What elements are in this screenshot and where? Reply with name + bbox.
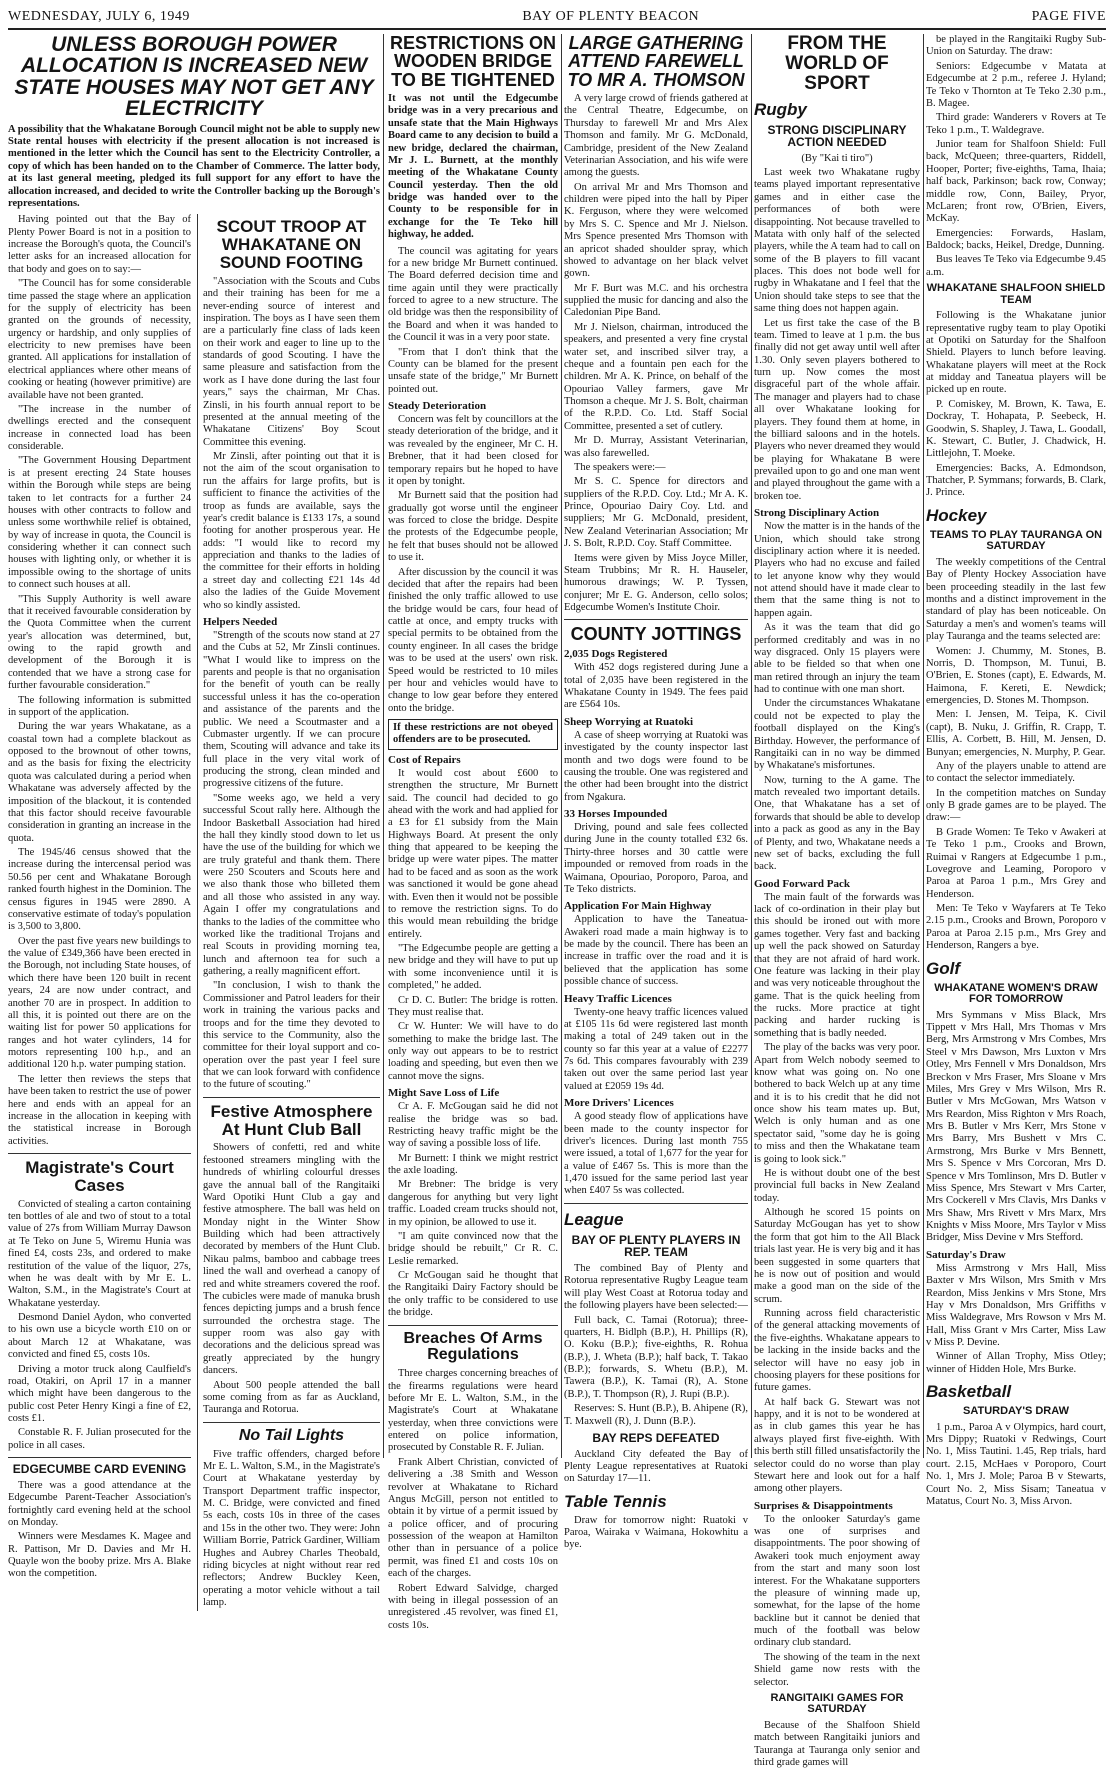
- hockey-para: Women: J. Chummy, M. Stones, B. Norris, D. Thompson, M. Tunui, B. O'Brien, E. Stones (capt), E. Edwards, M. Haimona, F. Kereti, E. Newdick; emergencies, D. Stones M. Thompson.: [926, 645, 1106, 707]
- power-para: The following information is submitted in support of the application.: [8, 694, 191, 718]
- rugby-para: To the onlooker Saturday's game was one of surprises and disappointments. The poor showing of Awakeri took much enjoyment away from the start and many soon lost interest. For the Whakatane supporters the pleasure of winning made up, somewhat, for the lapse of the home backline but it cannot be denied that much of the football was below ordinary club standard.: [754, 1513, 920, 1649]
- league-headline: BAY OF PLENTY PLAYERS IN REP. TEAM: [571, 1232, 741, 1260]
- masthead-page: PAGE FIVE: [1031, 9, 1106, 24]
- hockey-para: The weekly competitions of the Central Bay of Plenty Hockey Association have been proceeding steadily in the last few months and a distinct improvement in the standard of play has been noticeable. On Saturday a men's and women's teams will play Tauranga and the teams selected are:: [926, 556, 1106, 643]
- power-para: During the war years Whakatane, as a coastal town had a complete blackout as opposed to the brownout of other towns, and as the basis for fixing the electricity quota was calculated during a period when Whakatane was adversely affected by the imposition of the blackout, it is contended that this factor should receive favourable consideration in granting an increase in the quota.: [8, 721, 191, 844]
- league-para: Auckland City defeated the Bay of Plenty League representatives at Ruatoki on Saturday 17—11.: [564, 1448, 748, 1485]
- scout-para: "Some weeks ago, we held a very successful Scout rally here. Although the Indoor Basketball Association had hired the hall they kindly stood down to let us have the use of the building for which we are truly grateful and thank them. There were 250 Scouters and Scouts here and we also thank those who billeted them and all those who assisted in any way. Again I offer my congratulations and thanks to the ladies of the committee who worked like the traditional Trojans and real Scouts in providing morning tea, lunch and afternoon tea for such a gathering, a really magnificent effort.: [202, 792, 380, 978]
- bridge-para: "The Edgecumbe people are getting a new bridge and they will have to put up with some inconvenience until it is completed," he added.: [388, 943, 558, 992]
- divider: [203, 1422, 380, 1423]
- column-sport-rugby: [754, 34, 920, 1771]
- divider: [564, 619, 748, 620]
- thomson-para: Mr F. Burt was M.C. and his orchestra supplied the music for dancing and also the Caledonian Pipe Band.: [564, 282, 748, 319]
- county-para: Driving, pound and sale fees collected during June in the county totalled £32 6s. Thirty-three horses and 30 cattle were impounded or removed from roads in the Waimana, Opouriao, Poroporo, Paroa, and Te Teko districts.: [564, 822, 748, 895]
- basketball-section-label: Basketball: [926, 1382, 1012, 1402]
- bridge-lead: It was not until the Edgecumbe bridge was in a very precarious and unsafe state that the Main Highways Board came to any decision to build a new bridge, declared the chairman, Mr J. L. Burnett, at the monthly meeting of the Whakatane County Council yesterday. Then the old bridge was handed over to the County to be responsible for in exchange for the Te Teko hill highway, he added.: [388, 93, 558, 241]
- divider: [8, 1153, 191, 1154]
- column-bridge-story: [388, 34, 558, 1634]
- power-para: The 1945/46 census showed that the increase during the intercensal period was 50.56 per cent and Whakatane Borough ranked fourth highest in the Dominion. The census figures in 1945 were 2890. A conservative estimate of today's population is 3,500 to 3,800.: [8, 847, 191, 933]
- bridge-para: Cr W. Hunter: We will have to do something to make the bridge last. The only way out appears to be to restrict loading and speeding, but even then we cannot move the signs.: [388, 1021, 558, 1082]
- bridge-para: Mr Burnett said that the position had gradually got worse until the engineer was forced to close the bridge. Despite the protests of the Edgecumbe people, he felt that buses should not be allowed to use it.: [388, 490, 558, 564]
- power-body: [8, 214, 191, 1611]
- power-para: "The Government Housing Department is at present erecting 24 State houses within the Borough while steps are being taken to let contracts for a further 24 houses with other contracts to follow and unless some worthwhile relief is obtained, by way of increase in quota, the Council is considering whether it can connect such houses with lighting only, or whether it is impossible owing to the shortage of units to connect such houses at all.: [8, 455, 191, 591]
- column-sport-results: [926, 34, 1106, 1510]
- bridge-para: "From that I don't think that the County can be blamed for the present unsafe state of the bridge," Mr Burnett pointed out.: [388, 346, 558, 395]
- rugby-para: Now, turning to the A game. The match revealed two important details. One, that Whakatane has a set of forwards that should be able to develop into a pack as good as any in the Bay of Plenty, and two, Whakatane needs a new set of backs, excluding the full back.: [754, 774, 920, 873]
- column-rule: [561, 34, 562, 1458]
- league-para: The combined Bay of Plenty and Rotorua representative Rugby League team will play West Coast at Rotorua today and the following players have been selected:—: [564, 1263, 748, 1312]
- scout-para: Mr Zinsli, after pointing out that it is not the aim of the scout organisation to run the affairs for large profits, but is sufficient to finance the activities of the troop as funds are available, says the year's credit balance is £133 17s, a sound footing for another prosperous year. He adds: "I would like to record my appreciation and thanks to the ladies of the committee for their efforts in holding a street day and collecting £21 14s 4d also the ladies of the Guide Movement who so kindly assisted.: [202, 451, 380, 611]
- power-para: Having pointed out that the Bay of Plenty Power Board is not in a position to increase the Borough's quota, the Council's letter asks for an increased allocation for that body and goes on to say:—: [8, 214, 191, 275]
- hockey-section-label: Hockey: [926, 505, 987, 525]
- bridge-para: Mr Brebner: The bridge is very dangerous for anything but very light traffic. Loaded cream trucks should not, in my opinion, be allowed to use it.: [388, 1179, 558, 1228]
- rugby-para: At half back G. Stewart was not happy, and it is not to be wondered at as in club games this year he has always played first five-eighth. With this berth still filled unsatisfactorily the selector could do no worse than play Stewart here and look out for a half among other players.: [754, 1396, 920, 1495]
- rugby-para: Last week two Whakatane rugby teams played important representative games and in either case the performances of both were disappointing. Not because travelled to Matata with only half of the selected players, while the A team had to call on some of the B players to fill vacant places. This does not bode well for rugby in Whakatane and I feel that the Union should take steps to see that the same thing does not happen again.: [754, 167, 920, 315]
- card-para: Winners were Mesdames K. Magee and R. Pattison, Mr D. Davies and Mr H. Quayle won the booby prize. Mrs A. Blake won the competition.: [8, 1531, 191, 1580]
- golf-para: Winner of Allan Trophy, Miss Otley; winner of Hidden Hole, Mrs Burke.: [926, 1351, 1106, 1375]
- power-para: Over the past five years new buildings to the value of £349,366 have been erected in the Borough, not including State houses, of which there have been 120 built in recent years, 24 are now under contract, and another 70 are in prospect. In addition to all this, it is pointed out there are on the waiting list for power 50 applications for ranges and hot water cylinders, 14 for motors representing 100 h.p., and an additional 120 h.p. water pumping station.: [8, 935, 191, 1071]
- thomson-para: Items were given by Miss Joyce Miller, Steam Trubbins; Mr R. H. Hauseler, humorous drawings; W. P. Tyssen, conjurer; Mr E. G. Anderson, cello solos; Edgecumbe Women's Institute Choir.: [564, 552, 748, 614]
- power-para: The letter then reviews the steps that have been taken to restrict the use of power here and ends with an appeal for an increase in the allocation in keeping with the statistical increase in Borough activities.: [8, 1073, 191, 1147]
- card-para: There was a good attendance at the Edgecumbe Parent-Teacher Association's fortnightly card evening held at the school on Monday.: [8, 1479, 191, 1528]
- rangitaiki-para: Because of the Shalfoon Shield match between Rangitaiki juniors and Tauranga at Tauranga only senior and third grade games will: [754, 1719, 920, 1769]
- hockey-para: B Grade Women: Te Teko v Awakeri at Te Teko 1 p.m., Crooks and Brown, Ruimai v Rangers at Edgecumbe 1 p.m., Lovegrove and Leaming, Poroporo v Paroa at Paroa 1 p.m., Mrs Grey and Henderson.: [926, 826, 1106, 900]
- column-rule: [751, 34, 752, 1458]
- rugby-headline: STRONG DISCIPLINARY ACTION NEEDED: [767, 122, 907, 150]
- shalfoon-para: Following is the Whakatane junior representative rugby team to play Opotiki at Opotiki on Saturday for the Shalfoon Shield. Players to lunch before leaving. Whakatane players will meet at the Rock at midday and Taneatua players will be picked up en route.: [926, 310, 1106, 396]
- county-para: Twenty-one heavy traffic licences valued at £105 11s 6d were registered last month making a total of 249 taken out in the county so far this year at a value of £2277 7s 6d. This compares favourably with 239 taken out over the same period last year valued at £2059 19s 4d.: [564, 1006, 748, 1092]
- county-subhead: Heavy Traffic Licences: [564, 992, 672, 1005]
- golf-subhead: Saturday's Draw: [926, 1248, 1006, 1261]
- masthead: [8, 6, 1106, 30]
- rugby-draw-para: Bus leaves Te Teko via Edgecumbe 9.45 a.m.: [926, 254, 1106, 278]
- column-rule: [923, 34, 924, 1458]
- county-subhead: More Drivers' Licences: [564, 1097, 674, 1110]
- column-thomson-county: [564, 34, 748, 1554]
- bridge-para: The council was agitating for years for a new bridge Mr Burnett continued. The Board deferred decision time and time again until they were practically forced to agree to a new structure. The old bridge was then the responsibility of the Board and when it was handed to the Council it was in a very poor state.: [388, 245, 558, 344]
- tabletennis-para: Draw for tomorrow night: Ruatoki v Paroa, Wairaka v Waimana, Hokowhitu a bye.: [564, 1514, 748, 1551]
- basketball-headline: SATURDAY'S DRAW: [963, 1405, 1069, 1418]
- hockey-headline: TEAMS TO PLAY TAURANGA ON SATURDAY: [929, 528, 1103, 553]
- bridge-para: After discussion by the council it was decided that after the repairs had been finished the only traffic allowed to use the bridge would be cars, four head of cattle at once, and empty trucks with special permits to be obtained from the county engineer. In all cases the bridge was to be used at the users' own risk. Speed would be restricted to 10 miles per hour and vehicles would have to change to low gear before they entered onto the bridge.: [388, 566, 558, 714]
- thomson-para: The speakers were:—: [574, 461, 666, 473]
- thomson-para: Mr D. Murray, Assistant Veterinarian, was also farewelled.: [564, 435, 748, 459]
- rugby-section-label: Rugby: [754, 99, 807, 119]
- rugby-draw-para: Emergencies: Forwards, Haslam, Baldock; backs, Heikel, Dredge, Dunning.: [926, 227, 1106, 251]
- county-para: A case of sheep worrying at Ruatoki was investigated by the county inspector last month and two dogs were found to be causing the trouble. One was registered and the other had been brought into the district from Ngakura.: [564, 729, 748, 803]
- scout-subhead: Helpers Needed: [202, 615, 278, 628]
- arms-para: Frank Albert Christian, convicted of delivering a .38 Smith and Wesson revolver at Whakatane to Richard Angus McGill, person not entitled to obtain it by virtue of a permit issued by a police officer, and of procuring possession of the weapon at Hamilton other than in persuance of a police permit, was fined £1 and costs 10s on each of the charges.: [388, 1456, 558, 1580]
- bridge-subhead: Steady Deterioration: [388, 400, 487, 413]
- hockey-para: Men: I. Jensen, M. Teipa, K. Civil (capt), B. Nuku, J. Griffin, R. Crapp, T. Ellis, A. Corbett, B. Hill, M. Jensen, D. Bunyan; emergencies, N. Murphy, P. Gear.: [926, 709, 1106, 758]
- rugby-para: The play of the backs was very poor. Apart from Welch nobody seemed to know what was going on. No one bothered to back Welch up at any time and it is to his credit that he did not once show his team mates up. But, Welch is only human and as one spectator said, "some day he is going to miss and then the Whakatane team is going to look sick.": [754, 1042, 920, 1165]
- scout-para: "Strength of the scouts now stand at 27 and the Cubs at 52, Mr Zinsli continues. "What I would like to impress on the parents and people is that no organisation for the benefit of youth can be really successful unless it has the co-operation and assistance of the parents and the public. We need a Scoutmaster and a Cubmaster urgently. If we can procure them, Scouting will advance and take its full place in the very vital work of producing the strong, clean minded and progressive citizens of the future.: [202, 629, 380, 790]
- bridge-para: Cr A. F. McGougan said he did not realise the bridge was so bad. Restricting heavy traffic might be the way of saving a possible loss of life.: [388, 1101, 558, 1150]
- rugby-draw-para: Seniors: Edgecumbe v Matata at Edgecumbe at 2 p.m., referee J. Hyland; Te Teko v Thornton at Te Teko 2.30 p.m., B. Magee.: [926, 60, 1106, 109]
- rugby-para: As it was the team that did go performed creditably and was in no way disgraced. Only 15 players were able to be fielded so that when one man retired through an injury the team had to continue with one man short.: [754, 622, 920, 695]
- divider: [388, 1325, 558, 1326]
- rugby-para: The main fault of the forwards was lack of co-ordination in their play but this should be ironed out with more games together. Very fast and backing up well the pack showed on Saturday that they are not afraid of hard work. One feature was lacking in their play and was very noticeable throughout the game. That is the quick heeling from the rucks. More practice at tight packing and harder rucking is something that is badly needed.: [754, 891, 920, 1039]
- bridge-boxed-notice: If these restrictions are not obeyed offenders are to be prosecuted.: [388, 719, 558, 750]
- hunt-para: Showers of confetti, red and white festooned streamers mingling with the hundreds of whirling colourful dresses gave the annual ball of the Rangitaiki Ward Opotiki Hunt Club a gay and festive atmosphere. The ball was held on Monday night in the Winter Show Building which had been attractively decorated by members of the Hunt Club. Nikau palms, bamboo and cabbage trees lined the wall and overhead a canopy of red and white streamers covered the roof. The cubicles were made of manuka brush fences depicting jumps and a brush fence surrounded the orchestra stage. The supper room was also gay with decorations and the delicious spread was greatly appreciated by the hungry dancers.: [202, 1142, 380, 1377]
- county-subhead: Sheep Worrying at Ruatoki: [564, 715, 694, 728]
- bridge-headline: RESTRICTIONS ON WOODEN BRIDGE TO BE TIGHTENED: [389, 34, 556, 90]
- scout-para: "Association with the Scouts and Cubs and their training has been for me a never-ending source of interest and inspiration. The boys as I have seen them are a particularly fine class of lads keen on their work and eager to line up to the standards of good Scouting. I have the same pleasure and satisfaction from the work as I have done during the last four years," says the chairman, Mr Chas. Zinsli, in his fourth annual report to be presented at the annual meeting of the Whakatane Citizens' Boy Scout Committee this evening.: [202, 275, 380, 448]
- hockey-para: Men: Te Teko v Wayfarers at Te Teko 2.15 p.m., Crooks and Brown, Poroporo v Paroa at Paroa 2.15 p.m., Mrs Grey and Henderson, Rangers a bye.: [926, 903, 1106, 952]
- divider: [564, 1203, 748, 1204]
- masthead-date: WEDNESDAY, JULY 6, 1949: [8, 9, 190, 24]
- rugby-draw-para: Junior team for Shalfoon Shield: Full back, McQueen; three-quarters, Riddell, Hooper, Porter; five-eighths, Tama, Ihaia; half back, Parkinson; back row, Conway; middle row, Conn, Bailey, Pryor, McLaren; front row, O'Brien, Eivers, McKay.: [926, 139, 1106, 225]
- county-para: Application to have the Taneatua-Awakeri road made a main highway is to be made by the council. There has been an increase in traffic over the road and it is believed that the application has some possible chance of success.: [564, 914, 748, 988]
- league-section-label: League: [564, 1209, 624, 1229]
- league-para: Reserves: S. Hunt (B.P.), B. Ahipene (R), T. Maxwell (R), J. Dunn (B.P.).: [564, 1403, 748, 1427]
- hunt-para: About 500 people attended the ball some coming from as far as Auckland, Tauranga and Rotorua.: [202, 1379, 380, 1416]
- power-para: "The Council has for some considerable time passed the stage where an application for the supply of electricity has been granted on the grounds of necessity, urgency or hardship, and only supplies of electricity to new premises have been granted. All applications for installation of electrical appliances where other means of cooking or heating (however primitive) are available have not been granted.: [8, 278, 191, 401]
- rugby-draw-para: Third grade: Wanderers v Rovers at Te Teko 1 p.m., T. Waldegrave.: [926, 112, 1106, 136]
- shalfoon-headline: WHAKATANE SHALFOON SHIELD TEAM: [926, 282, 1106, 306]
- arms-para: Robert Edward Salvidge, charged with being in illegal possession of an unregistered .45 revolver, was fined £1, costs 10s.: [388, 1582, 558, 1631]
- bridge-para: Concern was felt by councillors at the steady deterioration of the bridge, and it was revealed by the engineer, Mr C. H. Brebner, that it had been closed for temporary repairs but he hoped to have it open by tonight.: [388, 414, 558, 487]
- rugby-subhead: Good Forward Pack: [754, 877, 850, 890]
- hockey-para: In the competition matches on Sunday only B grade games are to be played. The draw:—: [926, 787, 1106, 824]
- scout-para: "In conclusion, I wish to thank the Commissioner and Patrol leaders for their work in training the various packs and troops and for the time they devoted to this service to the Community, also the committee for their loyal support and co-operation over the past year I feel sure that we can look forward with confidence to the future of scouting.": [202, 980, 380, 1091]
- county-headline: COUNTY JOTTINGS: [570, 624, 742, 645]
- court-para: Desmond Daniel Aydon, who converted to his own use a bicycle worth £10 on or about March 12 at Whakatane, was convicted and fined £5, costs 10s.: [8, 1312, 191, 1361]
- court-headline: Magistrate's Court Cases: [25, 1158, 174, 1195]
- county-subhead: 33 Horses Impounded: [564, 808, 668, 821]
- bridge-subhead: Might Save Loss of Life: [388, 1087, 500, 1100]
- bridge-para: It would cost about £600 to strengthen the structure, Mr Burnett said. The council had decided to go ahead with the work and had applied for a £3 for £1 subsidy from the Main Highways Board. At present the only thing that appeared to be keeping the bridge up were water pipes. The matter had to be faced and as soon as the work was sanctioned it would be gone ahead with. Even then it would not be possible to remove the restriction signs. To do this would mean rebuilding the bridge entirely.: [388, 767, 558, 940]
- thomson-para: Mr J. Nielson, chairman, introduced the speakers, and presented a very fine crystal water set, and inscribed silver tray, a cheque and a fountain pen each for the children. Mr A. K. Prince, on behalf of the Opouriao Valley farmers, gave Mr Thomson a cheque. Mr J. S. Bolt, chairman of the R.P.D. Co. Ltd. Staff Social Committee, presented a set of cutlery.: [564, 321, 748, 432]
- rugby-para: He is without doubt one of the best provincial full backs in New Zealand today.: [754, 1167, 920, 1204]
- rugby-para: Running across field characteristic of the general attacking movements of the five-eighths. Whakatane appears to be lacking in the inside backs and the selector will have no easy job in choosing players for these positions for future games.: [754, 1308, 920, 1394]
- shalfoon-para: P. Comiskey, M. Brown, K. Tawa, E. Dockray, T. Hohapata, P. Seebeck, H. Goodwin, S. Shapley, J. Tawa, L. Goodall, K. Stewart, C. Butler, J. Chadwick, H. Littlejohn, T. Moeke.: [926, 398, 1106, 460]
- sport-banner: FROM THE WORLD OF SPORT: [785, 34, 889, 94]
- bridge-subhead: Cost of Repairs: [388, 753, 461, 766]
- rugby-para: Under the circumstances Whakatane could not be expected to play the football displayed on the King's Birthday. However, the performance of Rangitaiki can in no way be dimmed by Whakatane's misfortunes.: [754, 698, 920, 772]
- scout-story: [197, 214, 380, 1611]
- tail-para: Five traffic offenders, charged before Mr E. L. Walton, S.M., in the Magistrate's Court at Whakatane yesterday by Transport Department traffic inspector, M. C. Bridge, were convicted and fined 5s each, costs 10s in three of the cases and 15s in the other two. They were: John William Borrie, Patrick Gardiner, William Hughes and Aubrey Charles Theobald, riding bicycles at night without rear red reflectors; Andrew Buckley Keen, operating a motor vehicle without a tail lamp.: [202, 1448, 380, 1609]
- golf-para: Miss Armstrong v Mrs Hall, Miss Baxter v Mrs Wilson, Mrs Smith v Mrs Reardon, Miss Jenkins v Mrs Stone, Mrs Hay v Mrs Donaldson, Mrs Griffiths v Miss Waldegrave, Mrs Rowson v Mrs M. Hall, Miss Grant v Mrs Carter, Miss Law v Miss P. Devine.: [926, 1262, 1106, 1349]
- court-para: Constable R. F. Julian prosecuted for the police in all cases.: [8, 1427, 191, 1451]
- arms-para: Three charges concerning breaches of the firearms regulations were heard before Mr E. L. Walton, S.M., in the Magistrate's Court at Whakatane yesterday, when three convictions were entered on police information, prosecuted by Constable R. F. Julian.: [388, 1368, 558, 1454]
- golf-section-label: Golf: [926, 958, 960, 978]
- column-rule: [383, 34, 384, 1458]
- county-subhead: Application For Main Highway: [564, 900, 712, 913]
- court-para: Driving a motor truck along Caulfield's road, Otakiri, on April 17 in a manner which might have been dangerous to the public cost Peter Henry Kingi a fine of £2, costs £1.: [8, 1363, 191, 1425]
- column-power-story: [8, 34, 380, 1611]
- bridge-para: "I am quite convinced now that the bridge should be rebuilt," Cr R. C. Leslie remarked.: [388, 1230, 558, 1267]
- county-para: A good steady flow of applications have been made to the county inspector for driver's licences. During last month 755 were issued, a total of 1,677 for the year for a value of £467 5s. This is more than the 1,470 issued for the same period last year when £407 5s was collected.: [564, 1111, 748, 1197]
- basketball-para: 1 p.m., Paroa A v Olympics, hard court, Mrs Dippy; Ruatoki v Redwings, Court No. 1, Miss Tautini. 1.45, Rep trials, hard court. 2.15, McHaes v Poroporo, Court No. 1, Mrs J. Mole; Paroa B v Stewarts, Court No. 2, Miss Sisam; Taneatua v Matatus, Court No. 3, Miss Arvon.: [926, 1421, 1106, 1507]
- bridge-para: Mr Burnett: I think we might restrict the axle loading.: [388, 1152, 558, 1177]
- bridge-para: Cr D. C. Butler: The bridge is rotten. They must realise that.: [388, 994, 558, 1018]
- rugby-subhead: Strong Disciplinary Action: [754, 507, 880, 520]
- scout-headline: SCOUT TROOP AT WHAKATANE ON SOUND FOOTING: [216, 217, 367, 272]
- shalfoon-para: Emergencies: Backs, A. Edmondson, Thatcher, P. Symmans; forwards, B. Clark, J. Prince.: [926, 462, 1106, 499]
- rangitaiki-headline: RANGITAIKI GAMES FOR SATURDAY: [770, 1691, 904, 1716]
- rugby-para: The showing of the team in the next Shield game now rests with the selector.: [754, 1651, 920, 1688]
- hunt-headline: Festive Atmosphere At Hunt Club Ball: [210, 1101, 373, 1139]
- power-para: "This Supply Authority is well aware that it received favourable consideration by the Quota Committee when the current year's allocation was determined, but, owing to the rapid growth and development of the Borough it is contended that we have a strong case for further favourable consideration.": [8, 593, 191, 692]
- masthead-paper-name: BAY OF PLENTY BEACON: [522, 9, 700, 24]
- league-headline-2: BAY REPS DEFEATED: [592, 1430, 720, 1445]
- thomson-headline: LARGE GATHERING ATTEND FAREWELL TO MR A. THOMSON: [567, 34, 745, 90]
- card-headline: EDGECUMBE CARD EVENING: [12, 1462, 187, 1477]
- rugby-draw-para: be played in the Rangitaiki Rugby Sub-Union on Saturday. The draw:: [926, 34, 1106, 58]
- rugby-byline: (By "Kai ti tiro"): [801, 153, 873, 164]
- divider: [8, 1457, 191, 1458]
- rugby-para: Let us first take the case of the B team. Timed to leave at 1 p.m. the bus finally did not get away until well after 1.30. Only seven players bothered to turn up. Now comes the most disgraceful part of the whole affair. The manager and players had to chase all over Whakatane looking for players. They found them at home, in the billiard saloons and in the hotels. Players who never dreamed they would be playing for Whakatane B were prevailed upon to go and one man went and played throughout the game with a broken toe.: [754, 317, 920, 502]
- divider: [203, 1097, 380, 1098]
- power-para: "The increase in the number of dwellings erected and the consequent increase in connected load has been considerable.: [8, 403, 191, 452]
- thomson-para: On arrival Mr and Mrs Thomson and children were piped into the hall by Piper K. Ferguson, where they were welcomed by Mrs S. C. Spence and Mr J. Nielson. Mrs Spence presented Mrs Thomson with an apricot shaded shoulder spray, which showed to advantage on her black velvet gown.: [564, 181, 748, 280]
- golf-para: Mrs Symmans v Miss Black, Mrs Tippett v Mrs Hall, Mrs Thomas v Mrs Berg, Mrs Armstrong v Mrs Combes, Mrs Steel v Mrs Dawson, Mrs Luxton v Mrs Otley, Mrs Fennell v Mrs Donaldson, Mrs Breckon v Mrs Fraser, Mrs Sloane v Mrs Miles, Mrs Grey v Mrs Wilson, Mrs R. Butler v Mrs McGowan, Mrs Watson v Mrs Reardon, Miss Righton v Mrs Roach, Mrs B. Butler v Mrs Kerr, Mrs Stone v Mrs Barry, Mrs Bushett v Mrs C. Armstrong, Mrs Burke v Mrs Bennett, Mrs S. Spence v Mrs Corcoran, Mrs D. Spence v Mrs Tomlinson, Mrs D. Butler v Miss Spence, Mrs Stewart v Mrs Carter, Mrs Cockerell v Mrs Clavis, Mrs Danks v Mrs Shaw, Mrs Rivett v Mrs Marx, Mrs Knights v Miss Moore, Mrs Taylor v Miss Bridger, Miss Devine v Mrs Stefford.: [926, 1009, 1106, 1244]
- thomson-para: Mr S. C. Spence for directors and suppliers of the R.P.D. Coy. Ltd.; Mr A. K. Prince, Opouriao Dairy Coy. Ltd. and suppliers; Mr G. McDonald, president, New Zealand Veterinarian Association; Mr J. S. Bolt, R.P.D. Coy. Staff Committee.: [564, 476, 748, 550]
- power-lead: A possibility that the Whakatane Borough Council might not be able to supply new State rental houses with electricity if the present allocation is not increased is mentioned in the letter which the Council has sent to the Electricity Controller, a copy of which has been handed on to the Chamber of Commerce. The latter body, at its last general meeting, pledged its full support for any effort to have the allocation increased, and decided to write the Controller backing up the Borough's representations.: [8, 123, 380, 209]
- rugby-para: Although he scored 15 points on Saturday McGougan has yet to show the form that got him to the All Black trials last year. He is very big and it has been suggested in some quarters that he is now out of position and would make a good man on the side of the scrum.: [754, 1207, 920, 1305]
- tabletennis-section-label: Table Tennis: [564, 1491, 667, 1511]
- arms-headline: Breaches Of Arms Regulations: [403, 1329, 543, 1364]
- rugby-para: Now the matter is in the hands of the Union, which should take strong disciplinary action where it is needed. Players who had no excuse and failed to let anyone know why they would not attend should have it made clear to them that the same thing is not to happen again.: [754, 521, 920, 619]
- court-para: Convicted of stealing a carton containing ten bottles of ale and two of stout to a total value of 27s from William Murray Dawson at Te Teko on June 5, Wiremu Hunia was fined £4, costs 23s, and ordered to make restitution of the value of the liquor, 27s, when he was dealt with by Mr E. L. Walton, S.M., in the Magistrate's Court at Whakatane yesterday.: [8, 1198, 191, 1309]
- golf-headline: WHAKATANE WOMEN'S DRAW FOR TOMORROW: [934, 981, 1098, 1006]
- tail-headline: No Tail Lights: [238, 1426, 345, 1444]
- hockey-para: Any of the players unable to attend are to contact the selector immediately.: [926, 760, 1106, 785]
- county-para: With 452 dogs registered during June a total of 2,035 have been registered in the Whakatane County in 1949. The fees paid are £564 10s.: [564, 662, 748, 711]
- league-para: Full back, C. Tamai (Rotorua); three-quarters, H. Bidlph (B.P.), H. Phillips (R), O. Koku (B.P.); five-eighths, R. Rohua (B.P.), J. Wheta (B.P.); half back, T. Takao (B.P.); forwards, S. Whetu (B.P.), M. Tawera (B.P.), K. Tamai (R), A. Stone (B.P.), T. Thompson (R), J. Rupi (B.P.).: [564, 1314, 748, 1400]
- thomson-para: A very large crowd of friends gathered at the Central Theatre, Edgecumbe, on Thursday to farewell Mr and Mrs Alex Thomson and family. Mr G. McDonald, Cambridge, president of the New Zealand Veterinarian Association, and his wife were among the guests.: [564, 93, 748, 179]
- county-subhead: 2,035 Dogs Registered: [564, 648, 668, 661]
- power-headline: UNLESS BOROUGH POWER ALLOCATION IS INCREASED NEW STATE HOUSES MAY NOT GET ANY ELECTRICITY: [14, 34, 374, 121]
- rugby-subhead: Surprises & Disappointments: [754, 1499, 893, 1512]
- bridge-para: Cr McGougan said he thought that the Rangitaiki Dairy Factory should be the only traffic to be considered to use the bridge.: [388, 1270, 558, 1319]
